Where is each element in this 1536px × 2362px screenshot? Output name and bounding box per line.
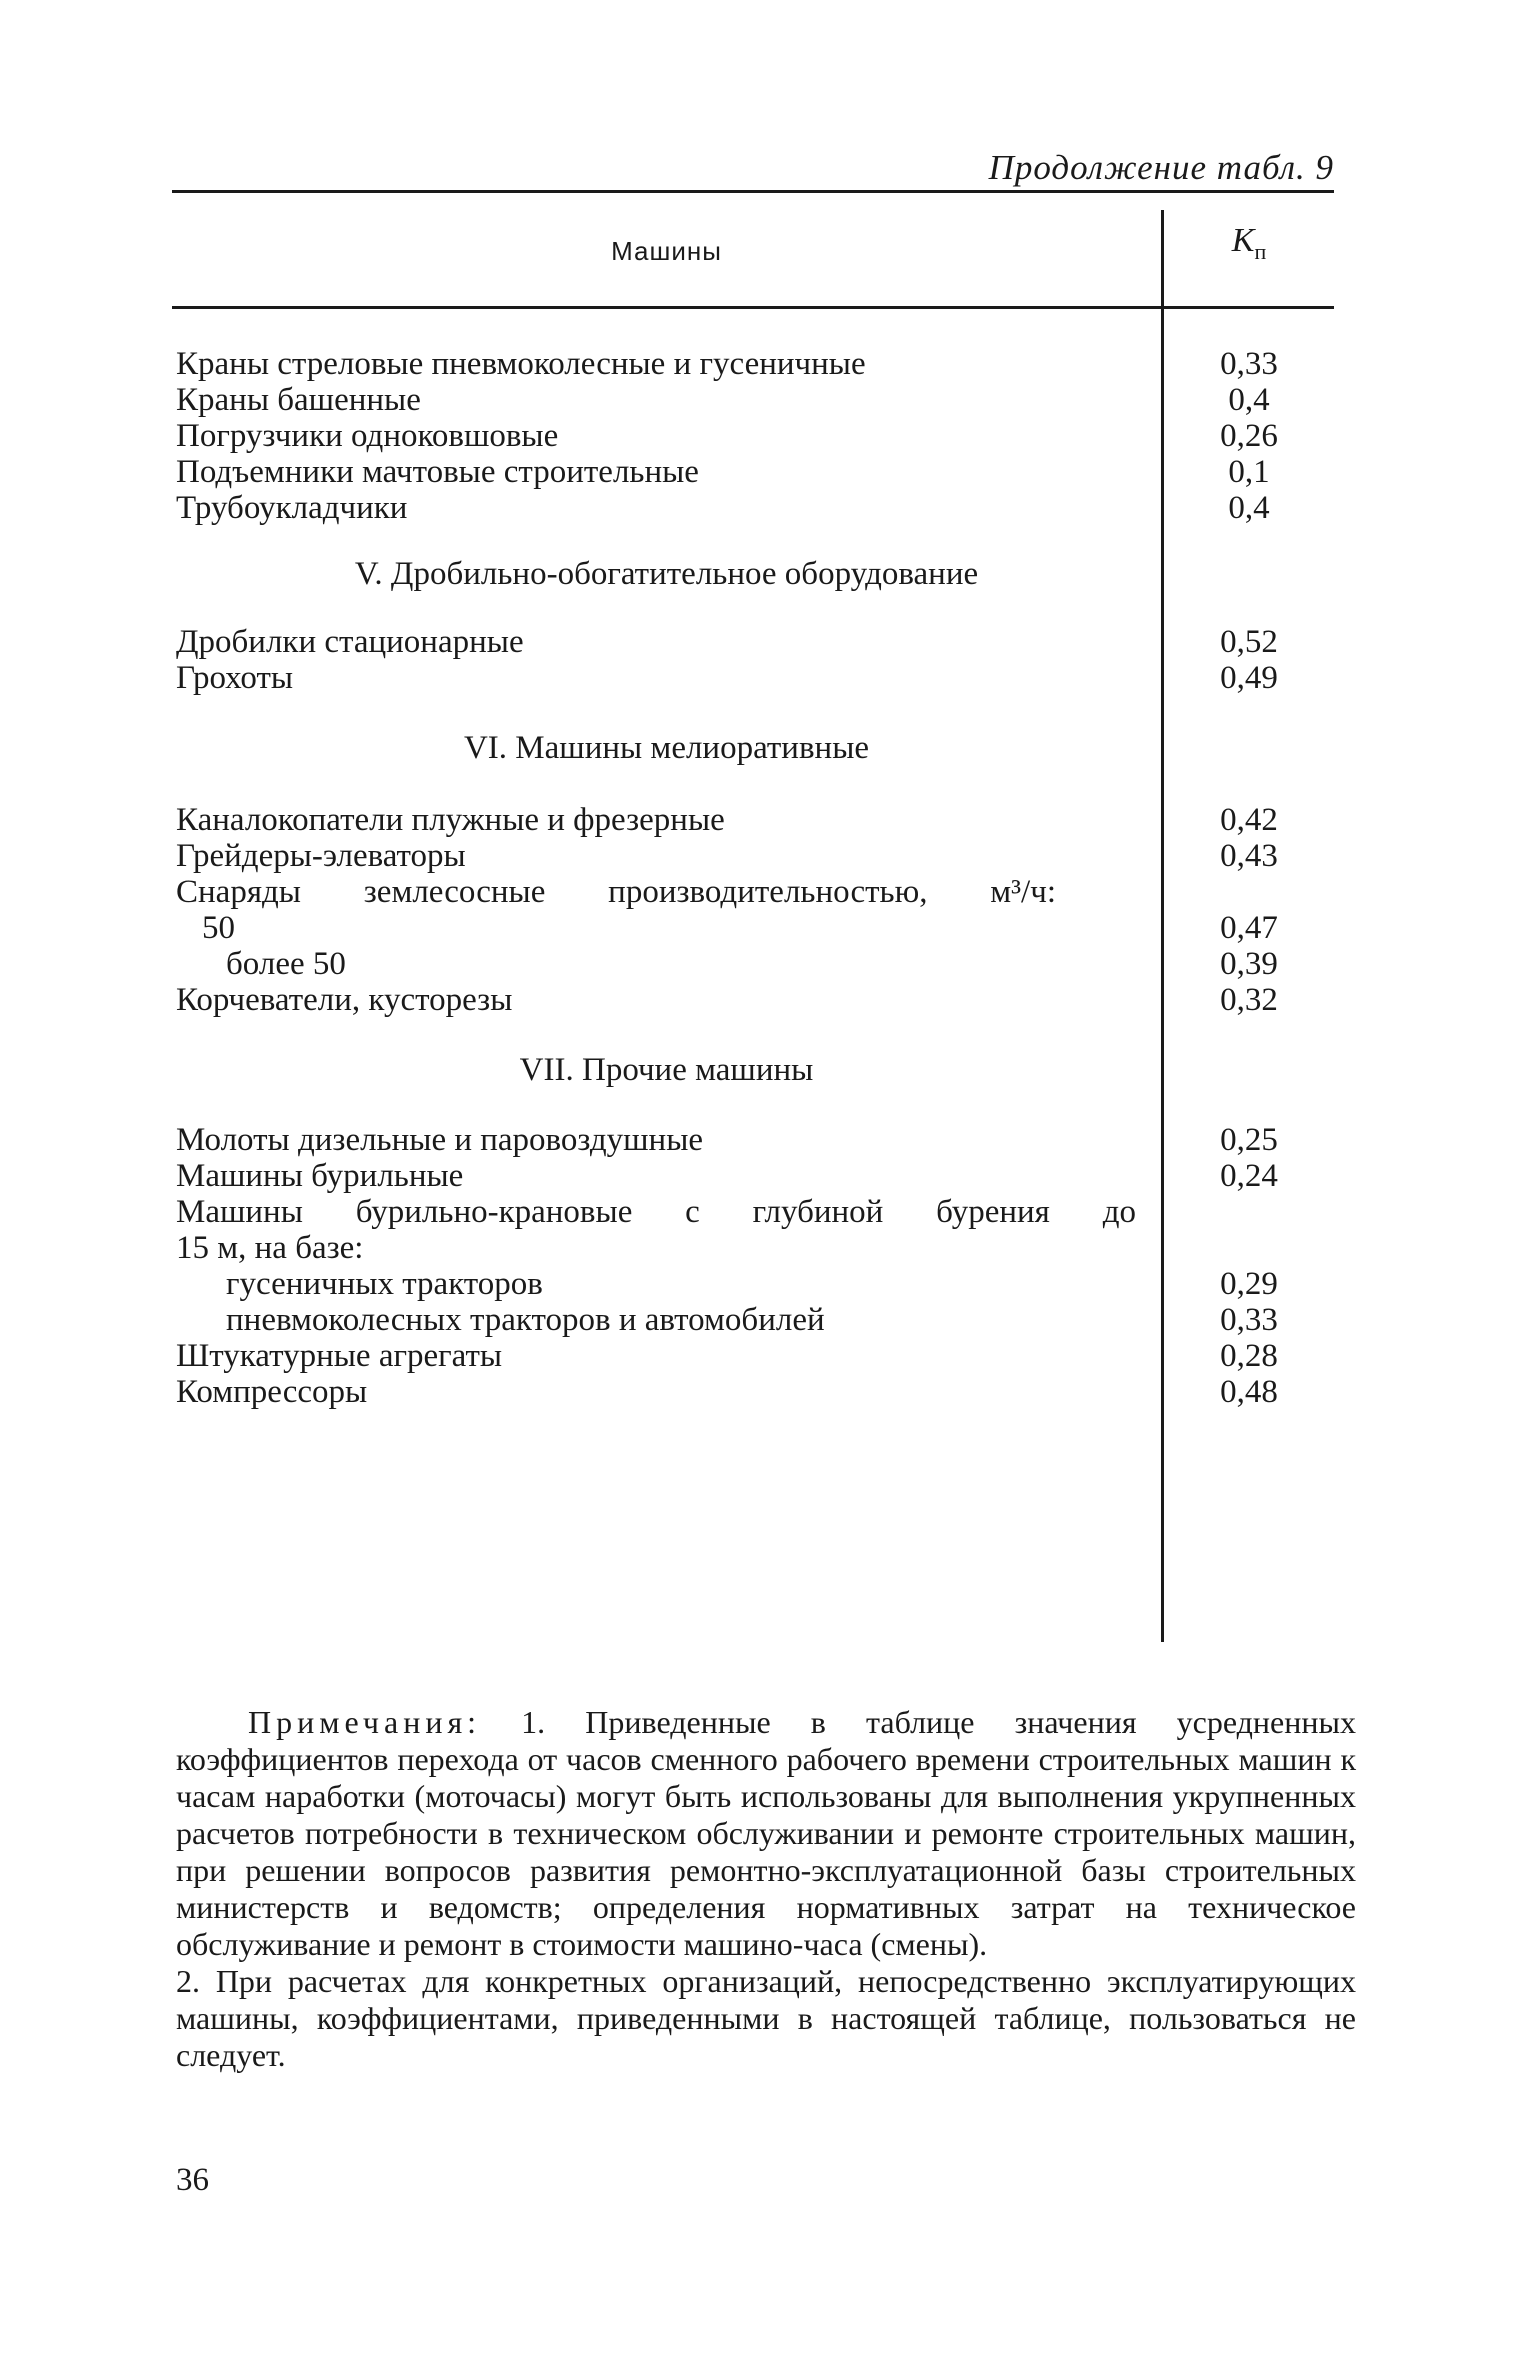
table-row-value: 0,32 <box>1220 982 1278 1018</box>
table-row-name: гусеничных тракторов <box>226 1266 543 1302</box>
table-continuation-caption: Продолжение табл. 9 <box>988 148 1334 187</box>
table-row-name: Машины бурильно-крановые с глубиной бурения до <box>176 1194 1136 1230</box>
note-2: 2. При расчетах для конкретных организаций, непосредственно эксплуатирующих машины, коэффициентами, приведенными в настоящей таблице, пользоваться не следует. <box>176 1963 1356 2073</box>
table-row-value: 0,48 <box>1220 1374 1278 1410</box>
column-header-coefficient <box>1164 222 1334 265</box>
note-1-text: 1. Приведенные в таблице значения усредненных коэффициентов перехода от часов сменного рабочего времени строительных машин к часам наработки (моточасы) могут быть использованы для выполнения укрупненных расчетов потребности в техническом обслуживании и ремонте строительных машин, при решении вопросов развития ремонтно-эксплуатационной базы строительных министерств и ведомств; определения нормативных затрат на техническое обслуживание и ремонт в стоимости машино-часа (смены). <box>176 1704 1357 1962</box>
coefficient-subscript: п <box>1254 238 1267 264</box>
table-row-name: Краны башенные <box>176 382 421 418</box>
table-row-name: Корчеватели, кусторезы <box>176 982 513 1018</box>
table-row-value: 0,25 <box>1220 1122 1278 1158</box>
section-heading-v: V. Дробильно-обогатительное оборудование <box>354 556 979 592</box>
table-row-name: Дробилки стационарные <box>176 624 524 660</box>
table-row-value: 0,42 <box>1220 802 1278 838</box>
table-notes <box>176 1704 1356 2074</box>
table-row-name: Подъемники мачтовые строительные <box>176 454 699 490</box>
table-row-name: Снаряды землесосные производительностью, м³/ч: <box>176 874 1056 910</box>
table-row-value: 0,4 <box>1228 382 1270 418</box>
table-row-value: 0,49 <box>1220 660 1278 696</box>
table-row-value: 0,33 <box>1220 1302 1278 1338</box>
table-row-value: 0,39 <box>1220 946 1278 982</box>
table-row-name: более 50 <box>226 946 346 982</box>
table-row-name: Погрузчики одноковшовые <box>176 418 559 454</box>
table-row-name: 15 м, на базе: <box>176 1230 364 1266</box>
table-row-name: Грейдеры-элеваторы <box>176 838 466 874</box>
coefficient-symbol: K <box>1231 222 1255 259</box>
table-row-value: 0,47 <box>1220 910 1278 946</box>
table-row-value: 0,26 <box>1220 418 1278 454</box>
table-row-value: 0,4 <box>1228 490 1270 526</box>
notes-label: Примечания: <box>248 1704 482 1740</box>
table-row-name: Молоты дизельные и паровоздушные <box>176 1122 704 1158</box>
table-row-name: Компрессоры <box>176 1374 368 1410</box>
section-heading-vii: VII. Прочие машины <box>519 1052 814 1088</box>
page-number: 36 <box>176 2162 209 2198</box>
section-heading-vi: VI. Машины мелиоративные <box>463 730 870 766</box>
table-row-name: Трубоукладчики <box>176 490 408 526</box>
table-row-name: Краны стреловые пневмоколесные и гусеничные <box>176 346 866 382</box>
table-row-value: 0,33 <box>1220 346 1278 382</box>
table-row-name: Грохоты <box>176 660 294 696</box>
table-header-rule <box>172 306 1334 309</box>
column-header-machines: Машины <box>611 236 722 266</box>
table-row-value: 0,43 <box>1220 838 1278 874</box>
table-row-name: Машины бурильные <box>176 1158 464 1194</box>
table-row-value: 0,28 <box>1220 1338 1278 1374</box>
table-row-value: 0,1 <box>1228 454 1270 490</box>
table-row-value: 0,52 <box>1220 624 1278 660</box>
table-row-value: 0,29 <box>1220 1266 1278 1302</box>
table-row-name: 50 <box>202 910 235 946</box>
table-row-value: 0,24 <box>1220 1158 1278 1194</box>
table-row-name: Каналокопатели плужные и фрезерные <box>176 802 725 838</box>
table-row-name: Штукатурные агрегаты <box>176 1338 503 1374</box>
table-top-rule <box>172 190 1334 193</box>
note-1 <box>176 1704 1356 1963</box>
table-row-name: пневмоколесных тракторов и автомобилей <box>226 1302 825 1338</box>
